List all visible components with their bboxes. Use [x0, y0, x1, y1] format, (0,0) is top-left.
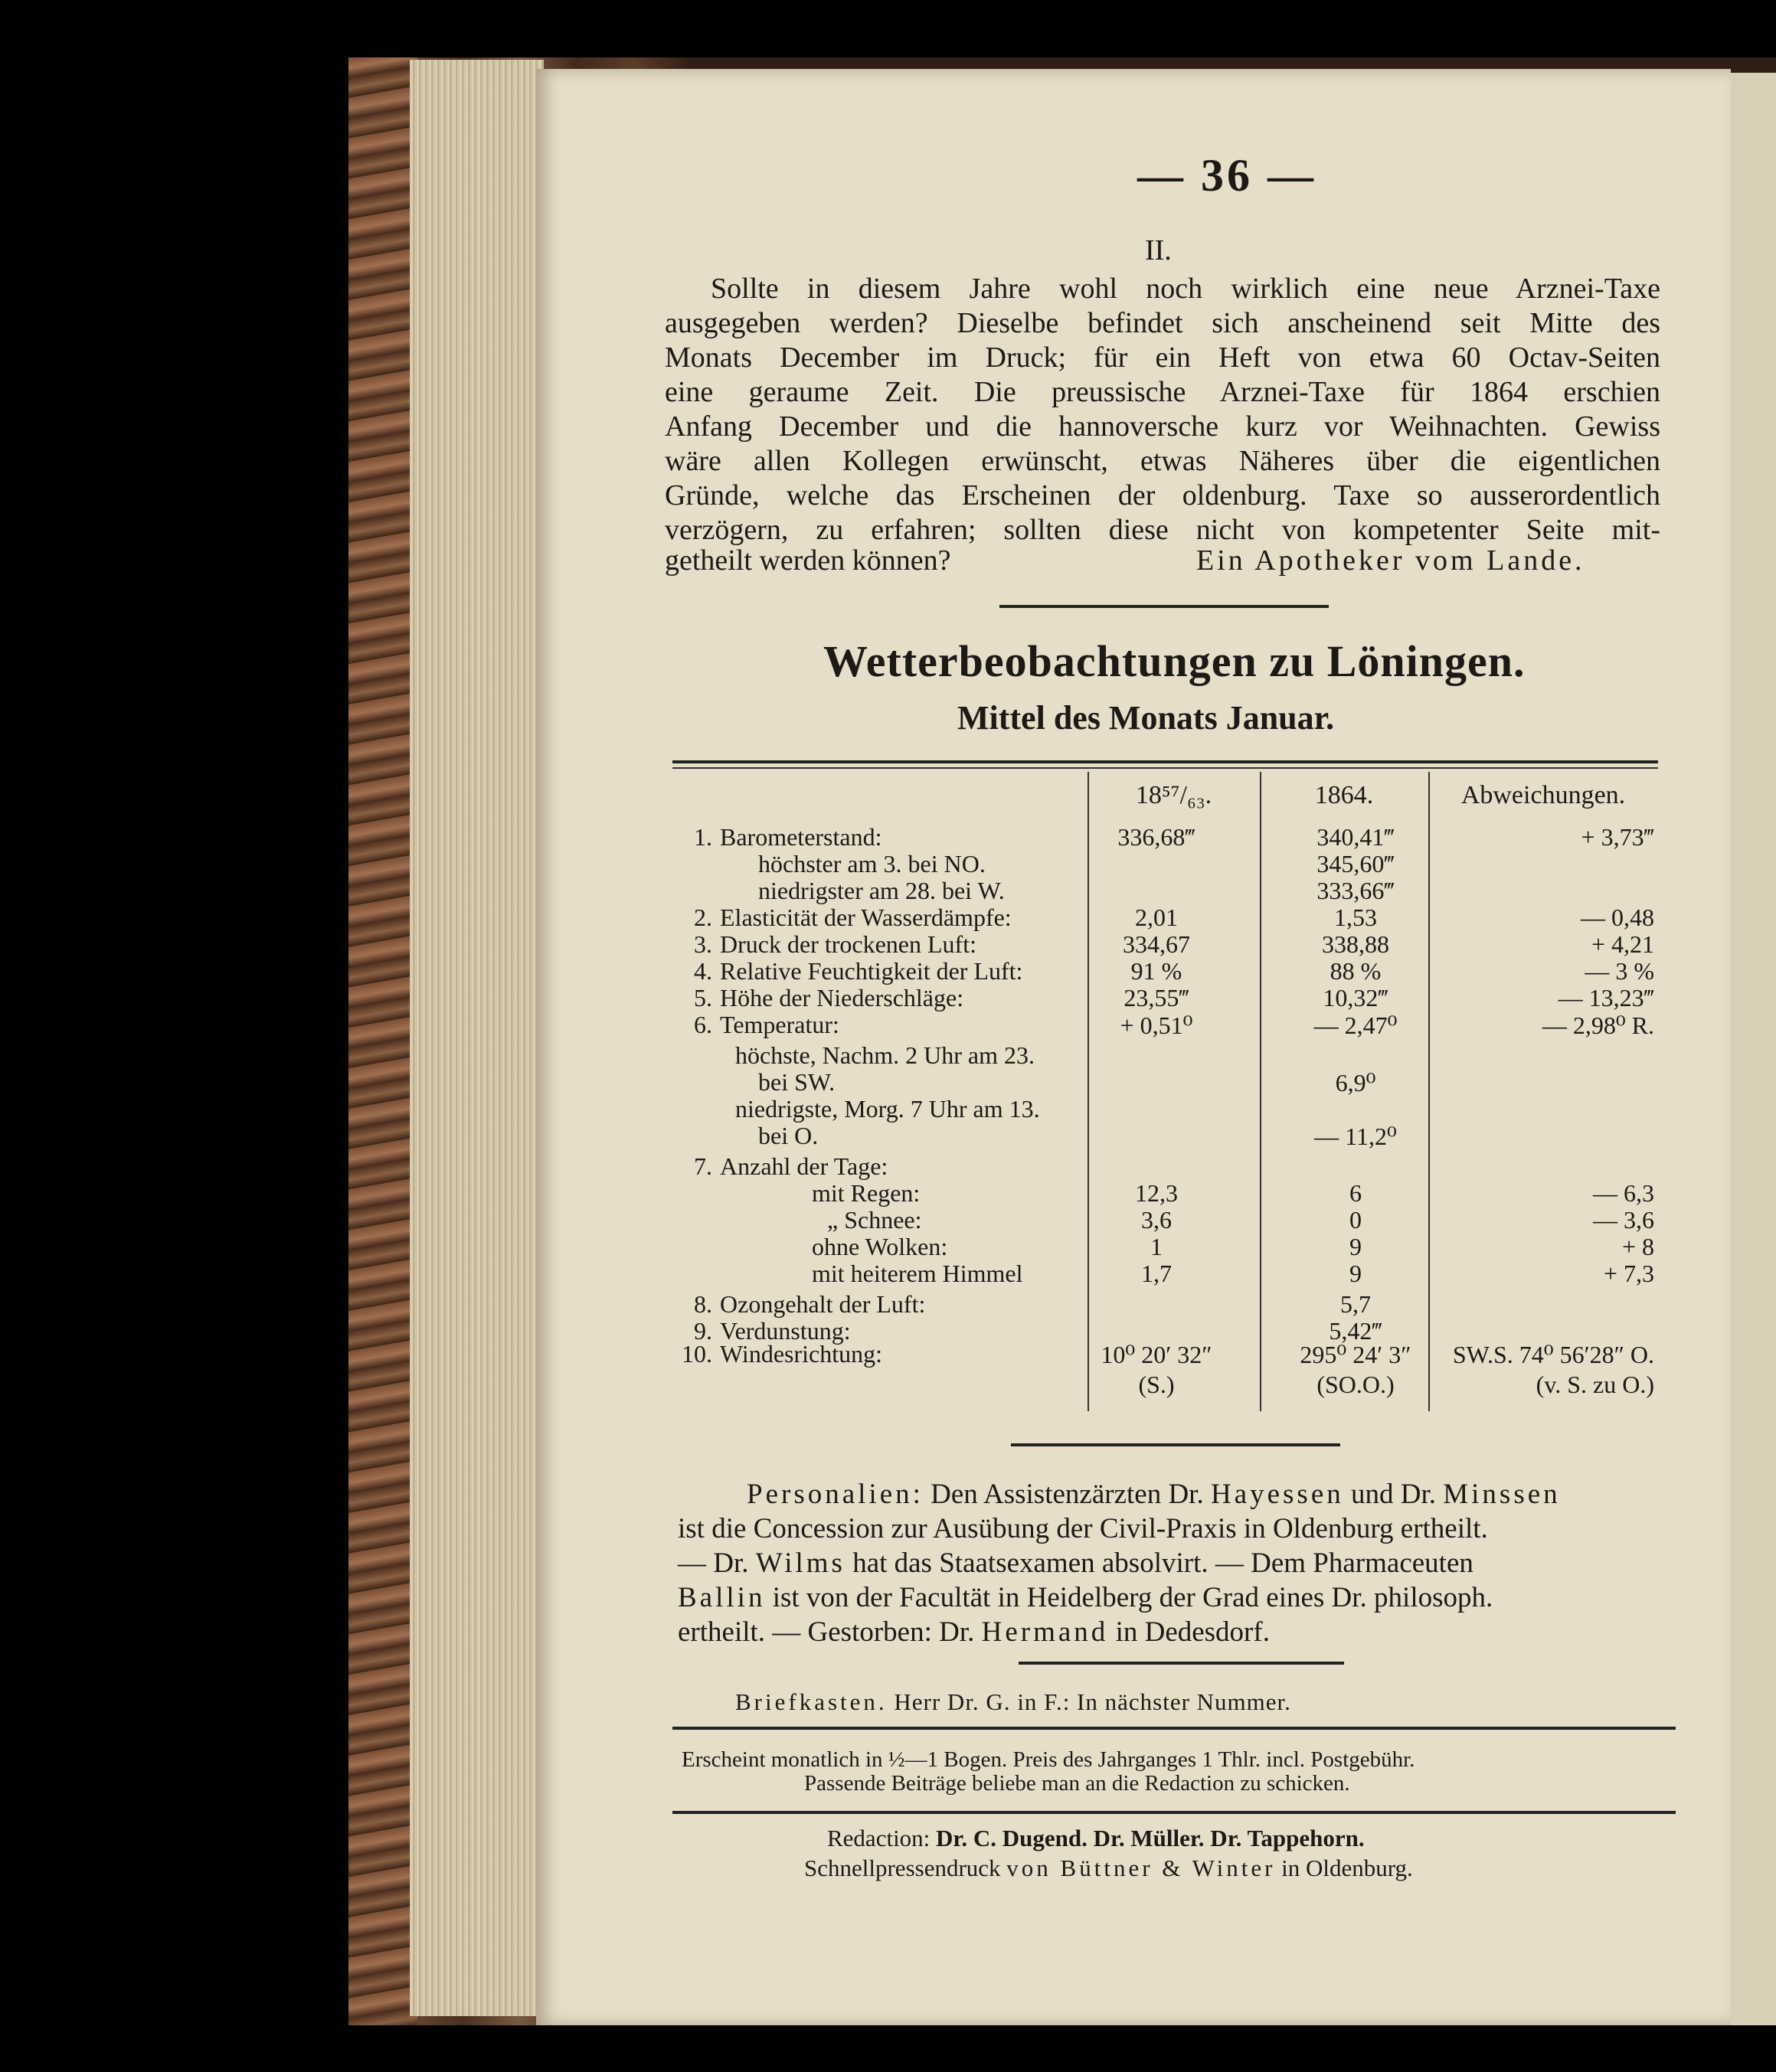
redaction-names: Dr. C. Dugend. Dr. Müller. Dr. Tappehorn.: [930, 1825, 1365, 1851]
text-run: Herr Dr. G. in F.: In nächster Nummer.: [887, 1688, 1291, 1715]
person-name: Hermand: [981, 1616, 1109, 1648]
person-name: Minssen: [1443, 1479, 1561, 1510]
value-1864: 1,53: [1334, 904, 1377, 931]
row-number: 6.: [694, 1011, 712, 1038]
value-deviation: — 13,23‴: [1558, 984, 1654, 1011]
table-row: [674, 984, 1658, 1010]
person-name: Wilms: [755, 1547, 845, 1579]
value-deviation: + 8: [1621, 1233, 1654, 1260]
row-label: höchste, Nachm. 2 Uhr am 23.: [735, 1041, 1035, 1069]
value-1857-63: 3,6: [1141, 1206, 1172, 1234]
row-number: 1.: [694, 823, 712, 851]
value-deviation: — 0,48: [1581, 904, 1654, 931]
row-label: Barometerstand:: [720, 823, 882, 851]
value-1864: 9: [1349, 1260, 1362, 1287]
redaction-line: [827, 1825, 1365, 1852]
text-run: in Oldenburg.: [1275, 1855, 1413, 1881]
briefkasten-lead: Briefkasten.: [735, 1688, 888, 1715]
table-row: [674, 877, 1658, 903]
value-1857-63: 1,7: [1141, 1260, 1172, 1287]
row-number: 9.: [694, 1317, 712, 1345]
table-row: [674, 1317, 1658, 1343]
row-label: ohne Wolken:: [812, 1233, 948, 1260]
value-1857-63: 10⁰ 20′ 32″: [1101, 1341, 1212, 1368]
row-label: Verdunstung:: [720, 1317, 851, 1345]
value-1864: 338,88: [1322, 930, 1389, 958]
value-1864: 10,32‴: [1323, 984, 1388, 1011]
row-label: „ Schnee:: [827, 1206, 922, 1234]
signature: Ein Apotheker vom Lande.: [1196, 544, 1585, 577]
paragraph-line: getheilt werden können?: [665, 544, 951, 577]
value-deviation: — 6,3: [1593, 1179, 1654, 1207]
value-1857-63: 2,01: [1135, 904, 1178, 931]
value-1864: 333,66‴: [1316, 877, 1395, 904]
person-name: Hayessen: [1210, 1479, 1344, 1510]
value-deviation: SW.S. 74⁰ 56′28″ O.: [1452, 1341, 1654, 1368]
paragraph-line: eine geraume Zeit. Die preussische Arznei-Taxe für 1864 erschien: [665, 376, 1660, 408]
table-row: [674, 850, 1658, 876]
text-run: ist von der Facultät in Heidelberg der Grad eines Dr. philosoph.: [765, 1582, 1493, 1613]
text-run: in Dedesdorf.: [1108, 1616, 1270, 1648]
person-name: Ballin: [678, 1582, 766, 1613]
value-deviation: — 2,98⁰ R.: [1542, 1011, 1654, 1039]
column-header: 1864.: [1314, 781, 1374, 809]
table-row: [674, 1206, 1658, 1232]
text-run: Den Assistenzärzten Dr.: [923, 1479, 1211, 1510]
value-1864: 0: [1349, 1206, 1362, 1234]
value-1864: 5,42‴: [1329, 1317, 1382, 1345]
text-run: Schnellpressendruck: [804, 1855, 1007, 1881]
redaction-lead: Redaction:: [827, 1825, 931, 1851]
row-label: Höhe der Niederschläge:: [720, 984, 964, 1011]
value-deviation: (v. S. zu O.): [1536, 1371, 1654, 1398]
footer-line: Erscheint monatlich in ½—1 Bogen. Preis des Jahrganges 1 Thlr. incl. Postgebühr.: [682, 1747, 1415, 1772]
page-number: — 36 —: [1137, 150, 1316, 201]
paragraph-line: Sollte in diesem Jahre wohl noch wirklich eine neue Arznei-Taxe: [711, 273, 1660, 305]
value-deviation: — 3 %: [1585, 957, 1654, 985]
row-number: 7.: [694, 1152, 712, 1180]
table-row: [674, 1233, 1658, 1259]
personalien-line: [678, 1581, 1493, 1614]
row-label: mit Regen:: [812, 1179, 921, 1207]
section-subheading: Mittel des Monats Januar.: [957, 699, 1335, 737]
row-number: 10.: [682, 1340, 712, 1368]
value-1857-63: 23,55‴: [1123, 984, 1189, 1011]
table-row: [674, 1290, 1658, 1316]
paragraph-line: Monats December im Druck; für ein Heft von etwa 60 Octav-Seiten: [665, 342, 1660, 374]
row-label: Windesrichtung:: [720, 1340, 882, 1368]
personalien-line: [678, 1547, 1473, 1580]
row-number: 8.: [694, 1290, 712, 1318]
row-number: 3.: [694, 930, 712, 958]
marbled-cover: [348, 57, 417, 2025]
row-label: mit heiterem Himmel: [812, 1260, 1023, 1287]
row-label: Anzahl der Tage:: [720, 1152, 888, 1180]
paragraph-line: Gründe, welche das Erscheinen der oldenburg. Taxe so ausserordentlich: [665, 479, 1660, 511]
value-1864: — 11,2⁰: [1314, 1123, 1397, 1150]
footer-rule: [672, 1727, 1676, 1730]
row-number: 4.: [694, 957, 712, 985]
text-run: ertheilt. — Gestorben: Dr.: [678, 1616, 982, 1648]
table-row: [674, 1041, 1658, 1067]
value-deviation: + 4,21: [1591, 930, 1654, 958]
value-1864: 6,9⁰: [1335, 1069, 1376, 1096]
table-row: [674, 930, 1658, 956]
personalien-line: [747, 1478, 1561, 1511]
row-number: 5.: [694, 984, 712, 1011]
row-label: bei O.: [758, 1122, 819, 1149]
value-1864: 88 %: [1330, 957, 1382, 985]
personalien-lead: Personalien:: [747, 1479, 924, 1510]
table-row: [674, 823, 1658, 849]
paragraph-line: verzögern, zu erfahren; sollten diese nicht von kompetenter Seite mit-: [665, 514, 1660, 546]
row-number: 2.: [694, 904, 712, 931]
value-1864: 295⁰ 24′ 3″: [1300, 1341, 1411, 1368]
row-label: Relative Feuchtigkeit der Luft:: [720, 957, 1023, 985]
table-row: [674, 904, 1658, 930]
row-label: niedrigste, Morg. 7 Uhr am 13.: [735, 1095, 1040, 1123]
row-label: höchster am 3. bei NO.: [758, 850, 986, 877]
text-run: und Dr.: [1343, 1479, 1444, 1510]
value-1857-63: 336,68‴: [1117, 823, 1195, 851]
paragraph-line: Anfang December und die hannoversche kurz vor Weihnachten. Gewiss: [665, 410, 1660, 443]
table-row: [674, 1152, 1658, 1178]
value-1857-63: 334,67: [1123, 930, 1190, 958]
table-row: [674, 1371, 1658, 1397]
table-row: [674, 1095, 1658, 1121]
row-label: Druck der trockenen Luft:: [720, 930, 976, 958]
value-1864: 5,7: [1340, 1290, 1371, 1318]
value-deviation: + 7,3: [1603, 1260, 1654, 1287]
text-run: hat das Staatsexamen absolvirt. — Dem Pharmaceuten: [845, 1547, 1473, 1579]
table-row: [674, 1260, 1658, 1286]
section-numeral: II.: [1145, 234, 1172, 266]
value-1857-63: 1: [1150, 1233, 1163, 1260]
table-row: [674, 1179, 1658, 1205]
value-1857-63: 12,3: [1135, 1179, 1178, 1207]
footer-rule: [672, 1811, 1676, 1814]
value-1864: 9: [1349, 1233, 1362, 1260]
row-label: Ozongehalt der Luft:: [720, 1290, 926, 1318]
column-header: Abweichungen.: [1460, 781, 1626, 809]
paragraph-line: ausgegeben werden? Dieselbe befindet sich anscheinend seit Mitte des: [665, 307, 1660, 339]
value-1864: 345,60‴: [1316, 850, 1395, 877]
value-1864: — 2,47⁰: [1313, 1011, 1398, 1039]
briefkasten-line: [735, 1688, 1291, 1716]
row-label: Elasticität der Wasserdämpfe:: [720, 904, 1012, 931]
value-deviation: + 3,73‴: [1581, 823, 1654, 851]
text-run: — Dr.: [678, 1547, 756, 1579]
section-heading: Wetterbeobachtungen zu Löningen.: [823, 636, 1526, 686]
value-1857-63: 91 %: [1130, 957, 1182, 985]
table-row: [674, 1122, 1658, 1148]
next-page-edge: [1727, 73, 1776, 2025]
footer-line: Passende Beiträge beliebe man an die Redaction zu schicken.: [804, 1771, 1350, 1796]
value-1864: (SO.O.): [1316, 1371, 1395, 1398]
separator-rule: [1011, 1443, 1340, 1446]
personalien-line: [678, 1616, 1270, 1649]
table-row: [674, 957, 1658, 983]
value-1857-63: + 0,51⁰: [1120, 1011, 1193, 1039]
row-label: niedrigster am 28. bei W.: [758, 877, 1005, 904]
row-label: Temperatur:: [720, 1011, 839, 1038]
value-deviation: — 3,6: [1593, 1206, 1654, 1234]
table-row: [674, 1340, 1658, 1366]
printer-name: von Büttner & Winter: [1006, 1855, 1276, 1881]
separator-rule: [999, 605, 1329, 608]
table-row: [674, 1011, 1658, 1037]
column-header: 18⁵⁷/₆₃.: [1135, 781, 1212, 809]
value-1864: 6: [1349, 1179, 1362, 1207]
value-1857-63: (S.): [1138, 1371, 1175, 1398]
page-edges: [410, 60, 544, 2016]
separator-rule: [1019, 1662, 1344, 1665]
table-row: [674, 1068, 1658, 1094]
personalien-line: ist die Concession zur Ausübung der Civil-Praxis in Oldenburg ertheilt.: [678, 1513, 1488, 1544]
value-1864: 340,41‴: [1316, 823, 1395, 851]
row-label: bei SW.: [758, 1068, 836, 1096]
table-top-rule: [672, 760, 1658, 763]
paragraph-line: wäre allen Kollegen erwünscht, etwas Näheres über die eigentlichen: [665, 445, 1660, 477]
printer-line: [804, 1855, 1413, 1882]
